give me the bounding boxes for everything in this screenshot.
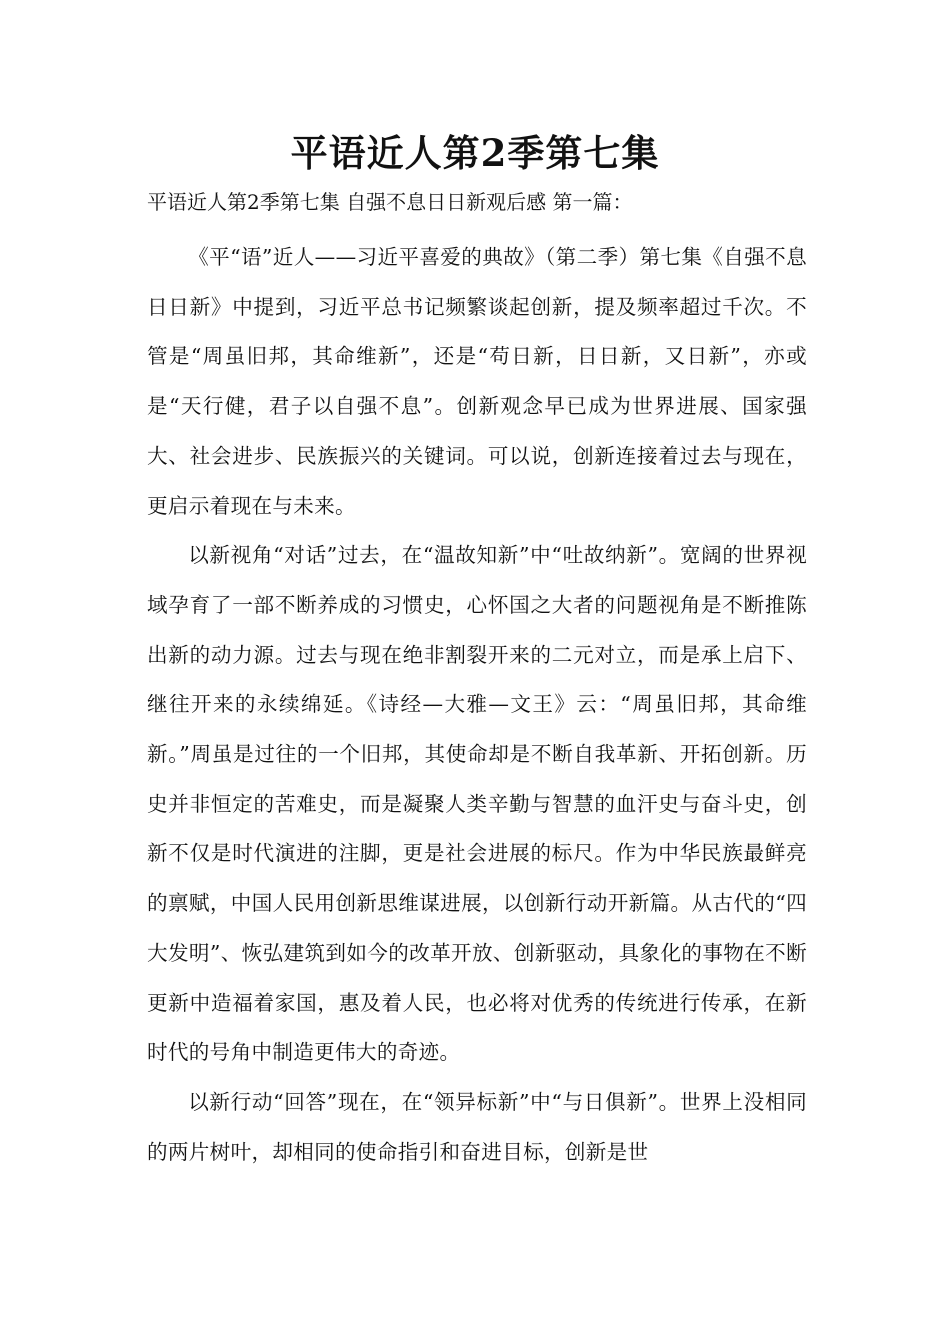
paragraph-1: 《平“语”近人——习近平喜爱的典故》（第二季）第七集《自强不息日日新》中提到，习近平总书记频繁谈起创新，提及频率超过千次。不管是“周虽旧邦，其命维新”，还是“苟日新，日日新，又日新”，亦或是“天行健，君子以自强不息”。创新观念早已成为世界进展、国家强大、社会进步、民族振兴的关键词。可以说，创新连接着过去与现在，更启示着现在与未来。 [147, 245, 807, 518]
document-body [147, 233, 807, 1177]
paragraph-2: 以新视角“对话”过去，在“温故知新”中“吐故纳新”。宽阔的世界视域孕育了一部不断养成的习惯史，心怀国之大者的问题视角是不断推陈出新的动力源。过去与现在绝非割裂开来的二元对立，而是承上启下、继往开来的永续绵延。《诗经—大雅—文王》云：“周虽旧邦，其命维新。”周虽是过往的一个旧邦，其使命却是不断自我革新、开拓创新。历史并非恒定的苦难史，而是凝聚人类辛勤与智慧的血汗史与奋斗史，创新不仅是时代演进的注脚，更是社会进展的标尺。作为中华民族最鲜亮的禀赋，中国人民用创新思维谋进展，以创新行动开新篇。从古代的“四大发明”、恢弘建筑到如今的改革开放、创新驱动，具象化的事物在不断更新中造福着家国，惠及着人民，也必将对优秀的传统进行传承，在新时代的号角中制造更伟大的奇迹。 [147, 543, 807, 1065]
paragraph-3: 以新行动“回答”现在，在“领异标新”中“与日俱新”。世界上没相同的两片树叶，却相同的使命指引和奋进目标，创新是世 [147, 1089, 807, 1164]
document-title: 平语近人第2季第七集 [290, 131, 660, 175]
document-subtitle: 平语近人第2季第七集 自强不息日日新观后感 第一篇： [147, 190, 633, 214]
